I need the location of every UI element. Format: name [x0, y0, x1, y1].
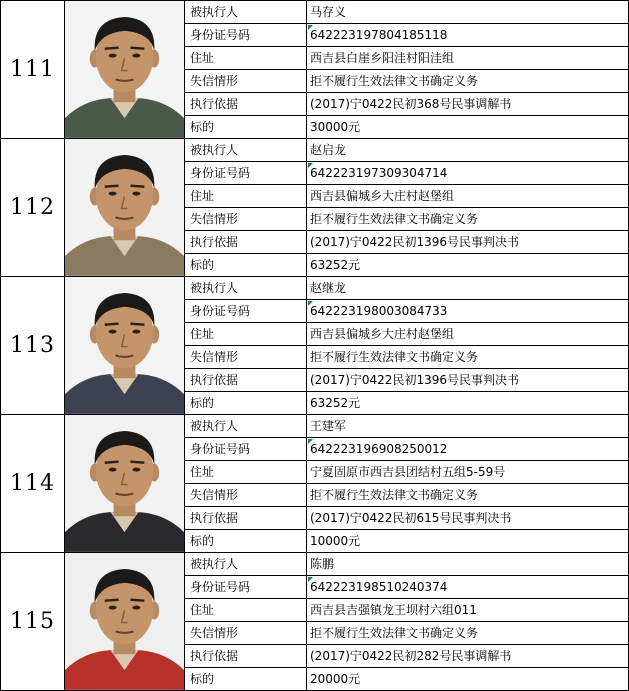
- comment-marker-icon: [308, 25, 313, 30]
- left-eyebrow: [105, 324, 119, 325]
- comment-marker-icon: [308, 439, 313, 444]
- right-eyebrow: [130, 48, 144, 49]
- field-label: 标的: [184, 392, 306, 415]
- field-value: (2017)宁0422民初1396号民事判决书: [306, 369, 629, 392]
- field-label: 失信情形: [184, 484, 306, 507]
- info-row: [184, 346, 629, 369]
- left-eyebrow: [105, 462, 119, 463]
- record-number: 112: [10, 195, 55, 220]
- field-value: 拒不履行生效法律文书确定义务: [306, 208, 629, 231]
- info-row: [184, 162, 629, 185]
- info-row: [184, 415, 629, 438]
- field-label: 住址: [184, 323, 306, 346]
- comment-marker-icon: [308, 163, 313, 168]
- info-rows: [184, 139, 629, 277]
- portrait-photo: [65, 139, 184, 276]
- field-value: 63252元: [306, 254, 629, 277]
- info-row: [184, 139, 629, 162]
- field-value: 63252元: [306, 392, 629, 415]
- right-eyebrow: [130, 600, 144, 601]
- photo-cell: [64, 277, 184, 415]
- field-value: 王建军: [306, 415, 629, 438]
- photo-cell: [64, 553, 184, 691]
- field-value: 赵继龙: [306, 277, 629, 300]
- field-label: 身份证号码: [184, 24, 306, 47]
- record-number: 115: [10, 609, 55, 634]
- field-value: 642223198510240374: [306, 576, 629, 599]
- field-label: 住址: [184, 461, 306, 484]
- info-row: [184, 576, 629, 599]
- info-row: [184, 599, 629, 622]
- record-number-cell: [0, 415, 64, 553]
- info-row: [184, 668, 629, 691]
- left-eye: [109, 606, 117, 610]
- record-number-cell: [0, 1, 64, 139]
- info-rows: [184, 553, 629, 691]
- field-value: 拒不履行生效法律文书确定义务: [306, 70, 629, 93]
- left-eyebrow: [105, 600, 119, 601]
- field-label: 住址: [184, 47, 306, 70]
- info-rows: [184, 415, 629, 553]
- field-value: 10000元: [306, 530, 629, 553]
- portrait-photo: [65, 1, 184, 138]
- right-eye: [132, 330, 140, 334]
- field-label: 被执行人: [184, 139, 306, 162]
- field-label: 身份证号码: [184, 300, 306, 323]
- info-row: [184, 70, 629, 93]
- record-number: 114: [10, 471, 55, 496]
- field-label: 失信情形: [184, 208, 306, 231]
- record-number-cell: [0, 139, 64, 277]
- info-row: [184, 116, 629, 139]
- field-value: 642223198003084733: [306, 300, 629, 323]
- info-row: [184, 645, 629, 668]
- left-eye: [109, 192, 117, 196]
- left-eye: [109, 54, 117, 58]
- info-row: [184, 369, 629, 392]
- info-row: [184, 254, 629, 277]
- field-label: 标的: [184, 254, 306, 277]
- field-label: 身份证号码: [184, 438, 306, 461]
- field-value: (2017)宁0422民初615号民事判决书: [306, 507, 629, 530]
- record-number-cell: [0, 277, 64, 415]
- field-label: 执行依据: [184, 507, 306, 530]
- info-row: [184, 484, 629, 507]
- field-value: 西吉县白崖乡阳洼村阳洼组: [306, 47, 629, 70]
- info-row: [184, 208, 629, 231]
- info-row: [184, 1, 629, 24]
- field-value: 西吉县偏城乡大庄村赵堡组: [306, 323, 629, 346]
- field-value: 拒不履行生效法律文书确定义务: [306, 346, 629, 369]
- field-label: 身份证号码: [184, 162, 306, 185]
- field-label: 标的: [184, 668, 306, 691]
- field-label: 被执行人: [184, 553, 306, 576]
- left-eyebrow: [105, 48, 119, 49]
- field-value: 宁夏固原市西吉县团结村五组5-59号: [306, 461, 629, 484]
- field-value: 赵启龙: [306, 139, 629, 162]
- portrait-photo: [65, 553, 184, 690]
- info-rows: [184, 277, 629, 415]
- info-row: [184, 323, 629, 346]
- field-label: 被执行人: [184, 1, 306, 24]
- field-label: 被执行人: [184, 277, 306, 300]
- record-block: [0, 277, 629, 415]
- field-value: 西吉县吉强镇龙王坝村六组011: [306, 599, 629, 622]
- field-label: 执行依据: [184, 369, 306, 392]
- info-row: [184, 47, 629, 70]
- record-block: [0, 139, 629, 277]
- info-row: [184, 507, 629, 530]
- right-eyebrow: [130, 462, 144, 463]
- field-label: 失信情形: [184, 622, 306, 645]
- photo-cell: [64, 139, 184, 277]
- field-value: 642223196908250012: [306, 438, 629, 461]
- right-eye: [132, 54, 140, 58]
- field-value: 马存义: [306, 1, 629, 24]
- info-row: [184, 438, 629, 461]
- field-label: 失信情形: [184, 346, 306, 369]
- field-label: 住址: [184, 599, 306, 622]
- field-label: 标的: [184, 530, 306, 553]
- field-value: 拒不履行生效法律文书确定义务: [306, 622, 629, 645]
- field-value: (2017)宁0422民初282号民事调解书: [306, 645, 629, 668]
- field-label: 执行依据: [184, 93, 306, 116]
- field-value: 642223197309304714: [306, 162, 629, 185]
- info-row: [184, 231, 629, 254]
- field-label: 失信情形: [184, 70, 306, 93]
- field-value: 30000元: [306, 116, 629, 139]
- info-rows: [184, 1, 629, 139]
- portrait-photo: [65, 415, 184, 552]
- record-number: 111: [10, 57, 55, 82]
- right-eye: [132, 606, 140, 610]
- info-row: [184, 277, 629, 300]
- info-row: [184, 622, 629, 645]
- field-label: 标的: [184, 116, 306, 139]
- field-label: 身份证号码: [184, 576, 306, 599]
- field-value: 陈鹏: [306, 553, 629, 576]
- info-row: [184, 461, 629, 484]
- field-value: 拒不履行生效法律文书确定义务: [306, 484, 629, 507]
- right-eyebrow: [130, 324, 144, 325]
- comment-marker-icon: [308, 301, 313, 306]
- field-value: 20000元: [306, 668, 629, 691]
- record-block: [0, 415, 629, 553]
- record-block: [0, 553, 629, 691]
- right-eyebrow: [130, 186, 144, 187]
- photo-cell: [64, 415, 184, 553]
- info-row: [184, 553, 629, 576]
- left-eye: [109, 330, 117, 334]
- field-value: (2017)宁0422民初1396号民事判决书: [306, 231, 629, 254]
- record-block: [0, 1, 629, 139]
- field-value: (2017)宁0422民初368号民事调解书: [306, 93, 629, 116]
- info-row: [184, 93, 629, 116]
- info-row: [184, 24, 629, 47]
- info-row: [184, 392, 629, 415]
- field-label: 执行依据: [184, 231, 306, 254]
- left-eye: [109, 468, 117, 472]
- record-number-cell: [0, 553, 64, 691]
- right-eye: [132, 192, 140, 196]
- comment-marker-icon: [308, 577, 313, 582]
- left-eyebrow: [105, 186, 119, 187]
- info-row: [184, 185, 629, 208]
- photo-cell: [64, 1, 184, 139]
- info-row: [184, 530, 629, 553]
- record-number: 113: [10, 333, 55, 358]
- field-label: 被执行人: [184, 415, 306, 438]
- right-eye: [132, 468, 140, 472]
- portrait-photo: [65, 277, 184, 414]
- field-value: 西吉县偏城乡大庄村赵堡组: [306, 185, 629, 208]
- field-value: 642223197804185118: [306, 24, 629, 47]
- field-label: 执行依据: [184, 645, 306, 668]
- info-row: [184, 300, 629, 323]
- field-label: 住址: [184, 185, 306, 208]
